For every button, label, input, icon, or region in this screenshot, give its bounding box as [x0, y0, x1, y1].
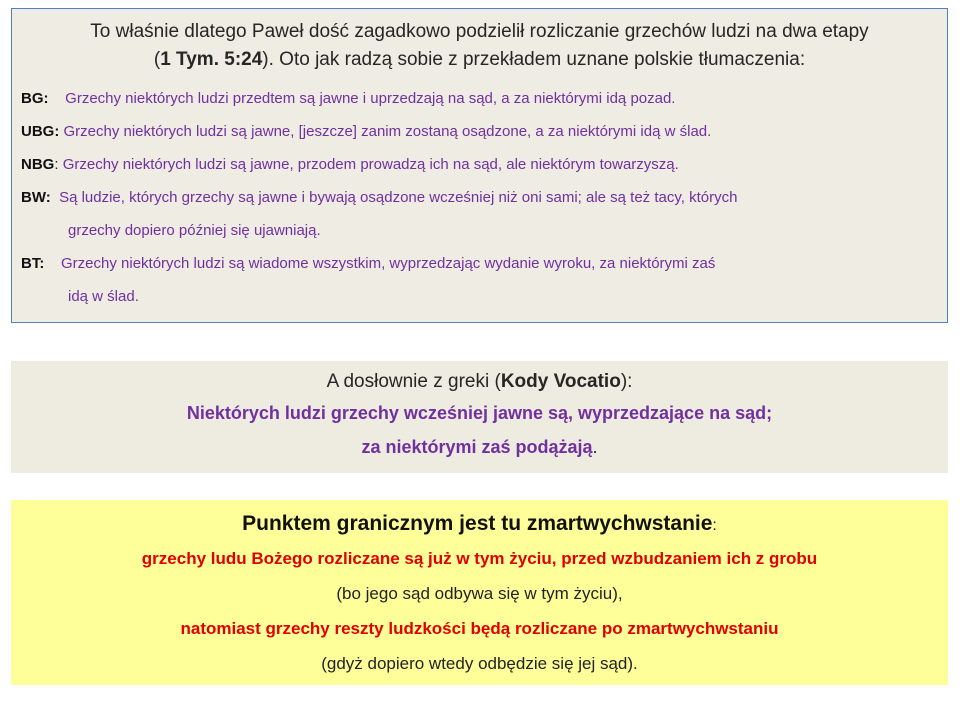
translation-abbr: BT: — [21, 255, 61, 272]
translation-bg — [21, 82, 947, 115]
intro-text — [22, 18, 937, 74]
source-name: Kody Vocatio — [500, 371, 621, 392]
translation-abbr: BG: — [21, 90, 66, 107]
conclusion-line-1: grzechy ludu Bożego rozliczane są już w tym życiu, przed wzbudzaniem ich z grobu — [141, 549, 818, 568]
translation-continuation: grzechy dopiero później się ujawniają. — [68, 222, 321, 239]
translation-text: Grzechy niektórych ludzi są wiadome wszystkim, wyprzedzając wydanie wyroku, za niektórymi zaś — [61, 255, 716, 272]
intro-line-1: To właśnie dlatego Paweł dość zagadkowo podzielił rozliczanie grzechów ludzi na dwa etapy — [90, 21, 869, 42]
translations-panel — [11, 8, 948, 323]
greek-line-2: za niektórymi zaś podążają. — [361, 437, 598, 457]
conclusion-line-2: (bo jego sąd odbywa się w tym życiu), — [336, 584, 623, 603]
translation-nbg: NBG : Grzechy niektórych ludzi są jawne, przodem prowadzą ich na sąd, ale niektórym towarzyszą. — [21, 148, 947, 181]
translation-text: Są ludzie, których grzechy są jawne i bywają osądzone wcześniej niż oni sami; ale są też tacy, których — [59, 189, 738, 206]
conclusion-line-3: natomiast grzechy reszty ludzkości będą rozliczane po zmartwychwstaniu — [180, 619, 779, 638]
translations-list — [21, 82, 947, 313]
translation-text: Grzechy niektórych ludzi są jawne, przodem prowadzą ich na sąd, ale niektórym towarzyszą. — [62, 156, 679, 173]
translation-bw — [21, 181, 947, 214]
conclusion-line-4: (gdyż dopiero wtedy odbędzie się jej sąd). — [321, 654, 638, 673]
greek-literal-panel — [11, 361, 948, 473]
translation-text: Grzechy niektórych ludzi przedtem są jawne i uprzedzają na sąd, a za niektórymi idą pozad. — [65, 90, 676, 107]
translation-continuation: idą w ślad. — [68, 288, 139, 305]
translation-ubg — [21, 115, 947, 148]
greek-heading: A dosłownie z greki (Kody Vocatio): — [326, 371, 633, 392]
translation-abbr: BW: — [21, 189, 60, 206]
conclusion-panel — [11, 500, 948, 685]
bible-reference: 1 Tym. 5:24 — [160, 49, 263, 70]
conclusion-title: Punktem granicznym jest tu zmartwychwstanie: — [242, 512, 717, 535]
translation-bt — [21, 247, 947, 280]
translation-abbr: NBG — [21, 156, 55, 173]
translation-text: Grzechy niektórych ludzi są jawne, [jeszcze] zanim zostaną osądzone, a za niektórymi idą w ślad. — [59, 123, 712, 140]
intro-line-2: (1 Tym. 5:24). Oto jak radzą sobie z przekładem uznane polskie tłumaczenia: — [153, 49, 806, 70]
greek-line-1: Niektórych ludzi grzechy wcześniej jawne są, wyprzedzające na sąd; — [186, 403, 773, 423]
translation-abbr: UBG: — [21, 123, 60, 140]
